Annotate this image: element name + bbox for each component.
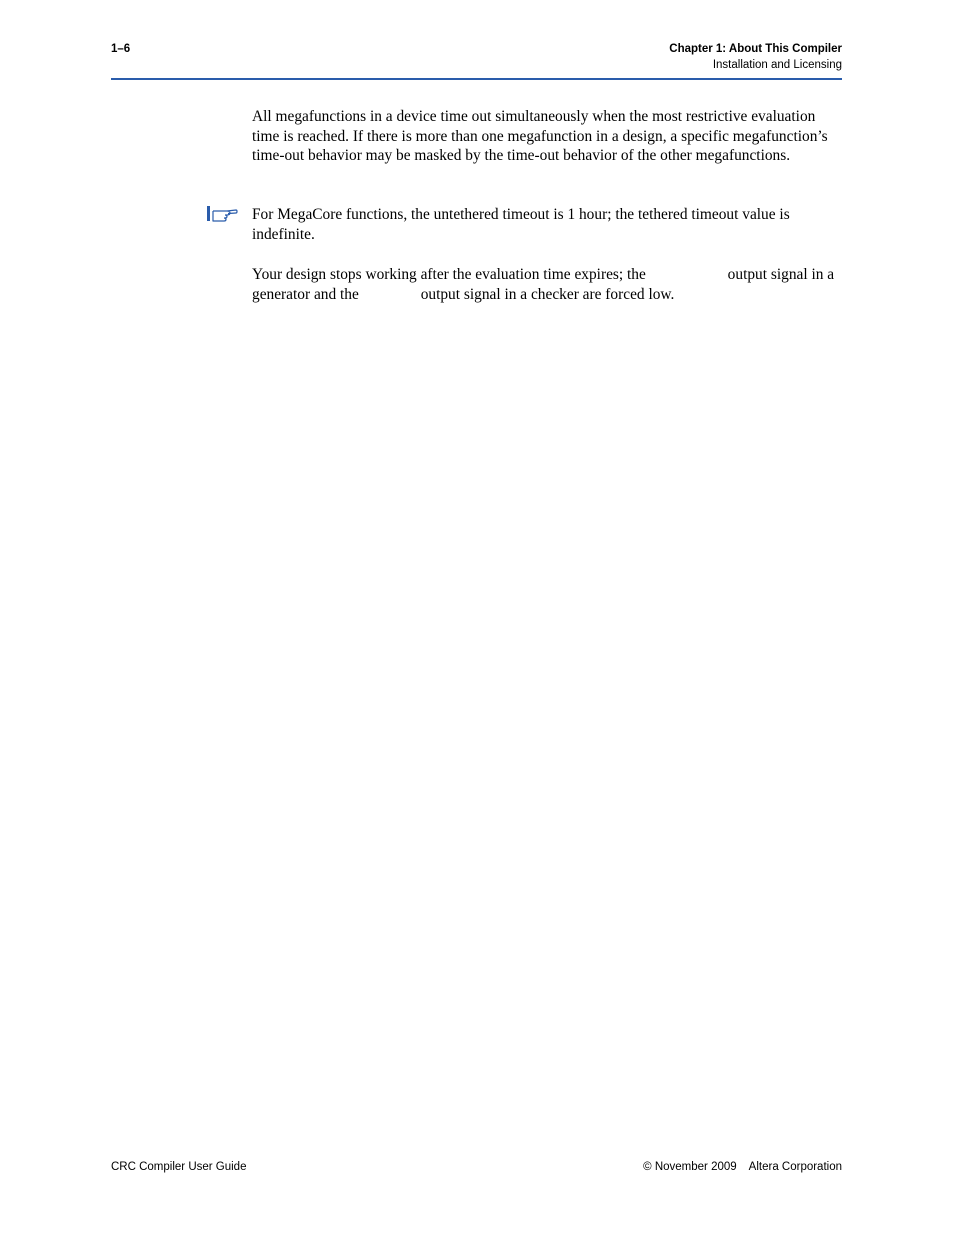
chapter-title: Chapter 1: About This Compiler	[669, 43, 842, 55]
page-footer	[111, 1161, 842, 1179]
pointing-hand-icon	[206, 204, 238, 224]
note-megacore-timeout: For MegaCore functions, the untethered timeout is 1 hour; the tethered timeout value is indefinite.	[252, 206, 790, 243]
footer-copyright	[643, 1161, 842, 1173]
page-header	[111, 42, 842, 80]
paragraph-evaluation-timeout: All megafunctions in a device time out simultaneously when the most restrictive evaluation time is reached. If there is more than one megafunction in a design, a specific megafunction’s time-out behavior may be masked by the time-out behavior of the other megafunctions.	[252, 108, 828, 165]
publication-date: © November 2009	[643, 1161, 737, 1173]
section-title: Installation and Licensing	[712, 59, 842, 71]
paragraph-design-stops	[252, 265, 842, 304]
paragraph-3-text-1: Your design stops working after the evaluation time expires; the	[252, 266, 650, 283]
company-name: Altera Corporation	[748, 1161, 842, 1173]
guide-title: CRC Compiler User Guide	[111, 1161, 247, 1173]
paragraph-3-text-2: output signal in a generator and the	[252, 266, 835, 303]
page-number: 1–6	[111, 43, 131, 55]
paragraph-3-text-3: output signal in a checker are forced low.	[420, 285, 675, 303]
